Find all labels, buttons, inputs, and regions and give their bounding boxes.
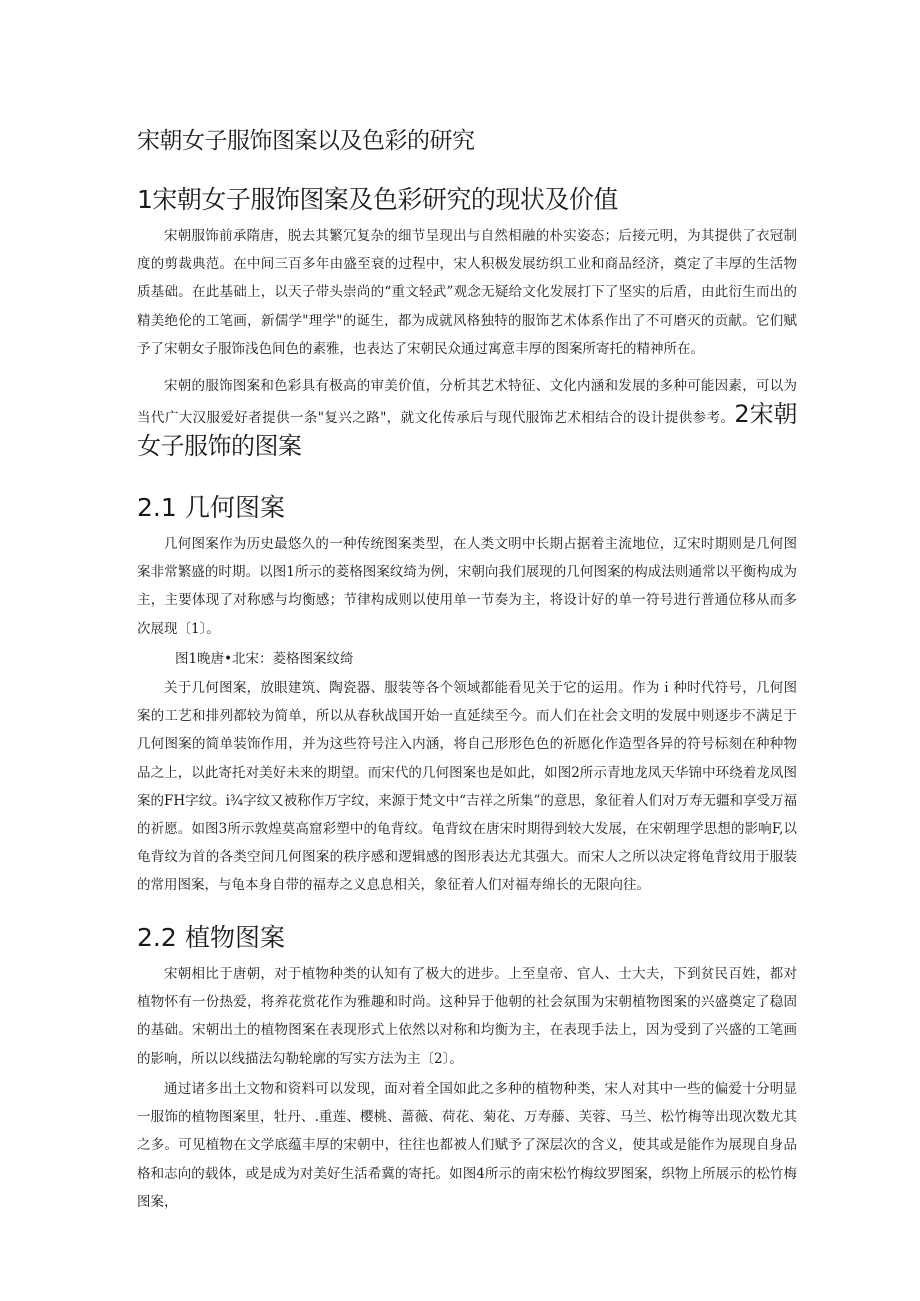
figure-1-caption: 图1晚唐•北宋：菱格图案纹绮 [175, 651, 354, 667]
subsection-2-1-heading [137, 488, 285, 524]
subsection-2-2-paragraph-2: 通过诸多出土文物和资料可以发现，面对着全国如此之多种的植物种类，宋人对其中一些的偏爱十分明显一服饰的植物图案里，牡丹、.重莲、樱桃、蔷薇、荷花、菊花、万寿藤、芙蓉、马兰、松竹梅等出现次数尤其之多。可见植物在文学底蕴丰厚的宋朝中，往往也都被人们赋予了深层次的含义，使其或是能作为展现自身品格和志向的载体，或是成为对美好生活希冀的寄托。如图4所示的南宋松竹梅纹罗图案，织物上所展示的松竹梅图案， [137, 1081, 797, 1210]
subsection-2-2-paragraph-1: 宋朝相比于唐朝，对于植物种类的认知有了极大的进步。上至皇帝、官人、士大夫，下到贫民百姓，都对植物怀有一份热爱，将养花赏花作为雅趣和时尚。这种异于他朝的社会氛围为宋朝植物图案的兴盛奠定了稳固的基础。宋朝出土的植物图案在表现形式上依然以对称和均衡为主，在表现手法上，因为受到了兴盛的工笔画的影响，所以以线描法勾勒轮廓的写实方法为主〔2〕。 [137, 966, 797, 1067]
subsection-2-1-title: 几何图案 [185, 493, 286, 522]
section-1-paragraph-1: 宋朝服饰前承隋唐，脱去其繁冗复杂的细节呈现出与自然相融的朴实姿态；后接元明，为其提供了衣冠制度的剪裁典范。在中间三百多年由盛至衰的过程中，宋人积极发展纺织工业和商品经济，奠定了丰厚的生活物质基础。在此基础上，以天子带头崇尚的“重文轻武”观念无疑给文化发展打下了坚实的后盾，由此衍生而出的精美绝伦的工笔画，新儒学"理学"的诞生，都为成就风格独特的服饰艺术体系作出了不可磨灭的贡献。它们赋予了宋朝女子服饰浅色间色的素雅，也表达了宋朝民众通过寓意丰厚的图案所寄托的精神所在。 [137, 228, 797, 357]
document-title: 宋朝女子服饰图案以及色彩的研究 [137, 128, 475, 154]
subsection-2-1-paragraph-1: 几何图案作为历史最悠久的一种传统图案类型，在人类文明中长期占据着主流地位，辽宋时期则是几何图案非常繁盛的时期。以图1所示的菱格图案纹绮为例，宋朝向我们展现的几何图案的构成法则通常以平衡构成为主，主要体现了对称感与均衡感；节律构成则以使用单一节奏为主，将设计好的单一符号进行普通位移从而多次展现〔1〕。 [137, 536, 797, 637]
subsection-2-2-title: 植物图案 [185, 923, 286, 952]
subsection-2-2-heading [137, 918, 285, 954]
subsection-2-1-number: 2.1 [137, 493, 177, 522]
section-2-heading: 2宋朝女子服饰的图案 [137, 400, 797, 461]
subsection-2-2-number: 2.2 [137, 923, 177, 952]
subsection-2-1-paragraph-2: 关于几何图案，放眼建筑、陶瓷器、服装等各个领域都能看见关于它的运用。作为ｉ种时代符号，几何图案的工艺和排列都较为简单，所以从春秋战国开始一直延续至今。而人们在社会文明的发展中则逐步不满足于几何图案的简单装饰作用，并为这些符号注入内涵，将自己形形色色的祈愿化作造型各异的符号标刻在种种物品之上，以此寄托对美好未来的期望。而宋代的几何图案也是如此，如图2所示青地龙凤天华锦中环绕着龙凤图案的FH字纹。i¾字纹又被称作万字纹，来源于梵文中“吉祥之所集”的意思，象征着人们对万寿无疆和享受万福的祈愿。如图3所示敦煌莫高窟彩塑中的龟背纹。龟背纹在唐宋时期得到较大发展，在宋朝理学思想的影响F,以龟背纹为首的各类空间几何图案的秩序感和逻辑感的图形表达尤其强大。而宋人之所以决定将龟背纹用于服装的常用图案，与龟本身自带的福寿之义息息相关，象征着人们对福寿绵长的无限向往。 [137, 680, 797, 894]
section-1-paragraph-2-text: 宋朝的服饰图案和色彩具有极高的审美价值，分析其艺术特征、文化内涵和发展的多种可能因素，可以为当代广大汉服爱好者提供一条"复兴之路"，就文化传承后与现代服饰艺术相结合的设计提供参考。 [137, 378, 797, 427]
section-1-paragraph-2 [137, 372, 797, 460]
section-1-heading: 1宋朝女子服饰图案及色彩研究的现状及价值 [137, 185, 618, 214]
